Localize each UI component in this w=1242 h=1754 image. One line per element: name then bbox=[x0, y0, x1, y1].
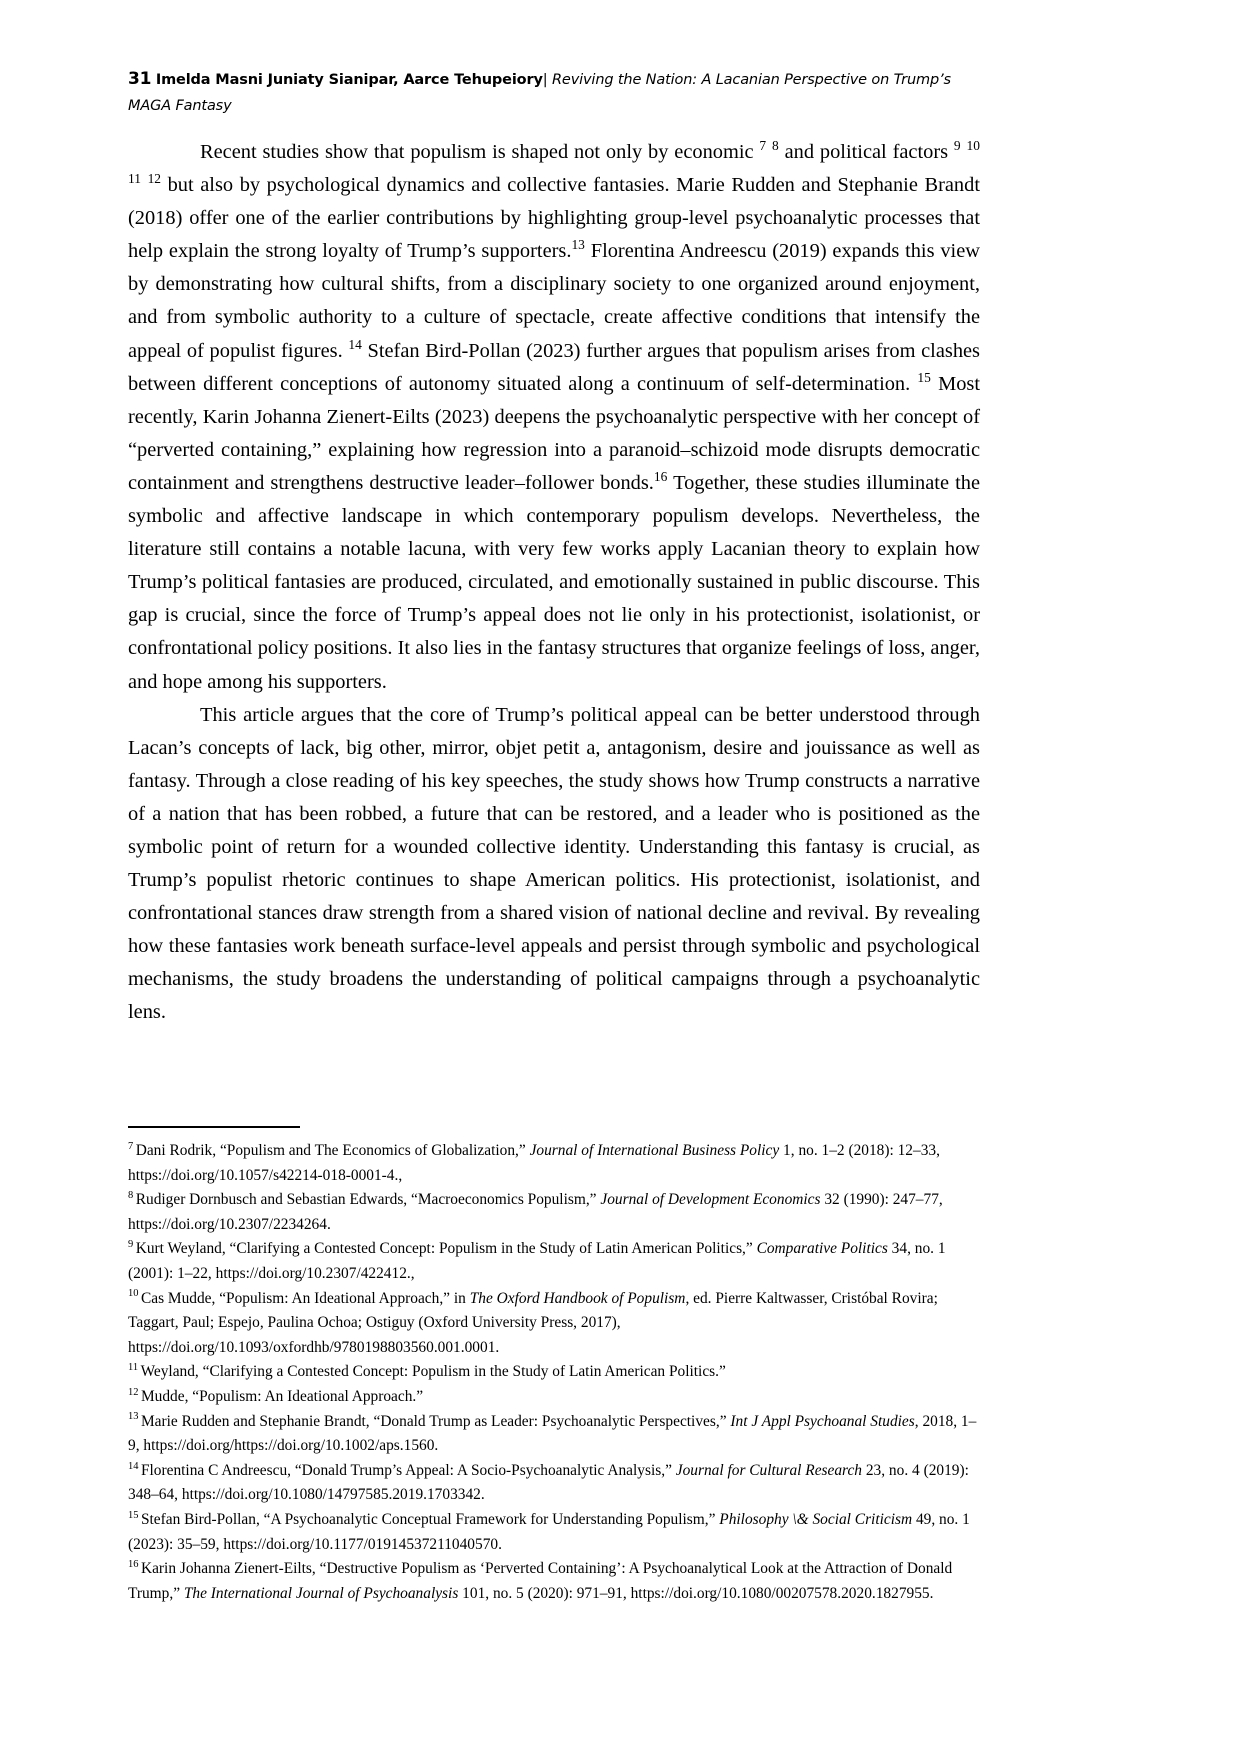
footnote-text: Mudde, “Populism: An Ideational Approach.” bbox=[140, 1387, 424, 1405]
footnote-entry-7 bbox=[128, 1139, 980, 1188]
footnote-entry-10 bbox=[128, 1287, 980, 1361]
footnote-entry-9 bbox=[128, 1237, 980, 1286]
running-head-authors: Imelda Masni Juniaty Sianipar, Aarce Tehupeiory bbox=[155, 72, 543, 88]
footnote-text: Florentina C Andreescu, “Donald Trump’s Appeal: A Socio-Psychoanalytic Analysis,” bbox=[140, 1461, 676, 1479]
footnote-text: Marie Rudden and Stephanie Brandt, “Donald Trump as Leader: Psychoanalytic Perspectives,” bbox=[140, 1412, 731, 1430]
paragraph-literature-review bbox=[128, 136, 980, 699]
footnote-text: Rudiger Dornbusch and Sebastian Edwards, “Macroeconomics Populism,” bbox=[135, 1191, 601, 1209]
par1-seg7: but also by psychological dynamics and collective fantasies. Marie Rudden and Stephanie Brandt (2018) offer one of the earlier contributions by highlighting group-level psychoanalytic processes that help explain the strong loyalty of Trump’s supporters. bbox=[128, 174, 980, 263]
footnote-text: 32 (1990): 247–77, https://doi.org/10.2307/2234264. bbox=[128, 1191, 943, 1233]
footnote-source-title: Int J Appl Psychoanal Studies bbox=[730, 1412, 915, 1430]
footnote-ref-14[interactable]: 14 bbox=[348, 336, 362, 352]
footnote-ref-11[interactable]: 11 bbox=[128, 171, 141, 187]
footnote-ref-15[interactable]: 15 bbox=[917, 369, 931, 385]
par1-seg9: Stefan Bird-Pollan (2023) further argues that populism arises from clashes between different conceptions of autonomy situated along a continuum of self-determination. bbox=[128, 339, 980, 395]
par1-seg11: Together, these studies illuminate the symbolic and affective landscape in which contemporary populism develops. Nevertheless, the literature still contains a notable lacuna, with very few works apply Lacanian theory to explain how Trump’s political fantasies are produced, circulated, and emotionally sustained in public discourse. This gap is crucial, since the force of Trump’s appeal does not lie only in his protectionist, isolationist, or confrontational policy positions. It also lies in the fantasy structures that organize feelings of loss, anger, and hope among his supporters. bbox=[128, 471, 980, 693]
footnote-text: Karin Johanna Zienert-Eilts, “Destructive Populism as ‘Perverted Containing’: A Psychoanalytical Look at the Attraction of Donald Trump,” bbox=[128, 1560, 953, 1602]
footnote-separator-rule bbox=[128, 1126, 300, 1128]
footnote-entry-11 bbox=[128, 1360, 980, 1385]
footnote-number-14: 14 bbox=[128, 1460, 139, 1472]
footnote-number-10: 10 bbox=[128, 1288, 139, 1300]
footnote-source-title: The International Journal of Psychoanalysis bbox=[183, 1584, 459, 1602]
par1-seg3: and political factors bbox=[778, 141, 954, 163]
footnote-ref-12[interactable]: 12 bbox=[147, 171, 162, 187]
footnote-number-9: 9 bbox=[128, 1239, 134, 1251]
footnote-source-title: Journal of Development Economics bbox=[600, 1191, 821, 1209]
par1-seg1: Recent studies show that populism is shaped not only by economic bbox=[200, 141, 760, 163]
footnote-entry-14 bbox=[128, 1459, 980, 1508]
footnote-text: 101, no. 5 (2020): 971–91, https://doi.org/10.1080/00207578.2020.1827955. bbox=[458, 1584, 934, 1602]
footnote-number-15: 15 bbox=[128, 1509, 139, 1521]
footnote-number-13: 13 bbox=[128, 1411, 139, 1423]
footnote-text: , ed. Pierre Kaltwasser, Cristóbal Rovira; Taggart, Paul; Espejo, Paulina Ochoa; Ostiguy (Oxford University Press, 2017), https://doi.org/10.1093/oxfordhb/9780198803560.001.0001. bbox=[128, 1289, 938, 1356]
footnote-text: Cas Mudde, “Populism: An Ideational Approach,” in bbox=[140, 1289, 470, 1307]
footnote-text: Stefan Bird-Pollan, “A Psychoanalytic Conceptual Framework for Understanding Populism,” bbox=[140, 1510, 720, 1528]
running-head-separator: | bbox=[542, 72, 548, 88]
footnote-ref-10[interactable]: 10 bbox=[966, 138, 980, 154]
footnote-text: Weyland, “Clarifying a Contested Concept: Populism in the Study of Latin American Politics.” bbox=[140, 1363, 726, 1381]
footnote-ref-16[interactable]: 16 bbox=[653, 469, 668, 485]
footnote-entry-8 bbox=[128, 1188, 980, 1237]
footnote-source-title: Journal for Cultural Research bbox=[675, 1461, 862, 1479]
footnote-source-title: Comparative Politics bbox=[756, 1240, 888, 1258]
footnote-text: 49, no. 1 (2023): 35–59, https://doi.org/10.1177/01914537211040570. bbox=[128, 1510, 970, 1553]
footnote-list bbox=[128, 1139, 980, 1606]
footnote-ref-7[interactable]: 7 bbox=[759, 138, 767, 154]
footnote-number-11: 11 bbox=[128, 1362, 139, 1374]
footnote-text: Dani Rodrik, “Populism and The Economics of Globalization,” bbox=[135, 1142, 530, 1159]
footnote-entry-13 bbox=[128, 1410, 980, 1459]
par1-seg10: Most recently, Karin Johanna Zienert-Eilts (2023) deepens the psychoanalytic perspective with her concept of “perverted containing,” explaining how regression into a paranoid–schizoid mode disrupts democratic containment and strengthens destructive leader–follower bonds. bbox=[128, 372, 980, 494]
running-head bbox=[128, 66, 983, 119]
running-head-article-title: Reviving the Nation: A Lacanian Perspective on Trump’s MAGA Fantasy bbox=[128, 72, 951, 114]
footnote-ref-8[interactable]: 8 bbox=[772, 138, 779, 154]
par1-seg6 bbox=[141, 174, 148, 196]
footnote-number-12: 12 bbox=[128, 1386, 139, 1398]
body-text-block bbox=[128, 136, 980, 1030]
footnote-entry-16 bbox=[128, 1557, 980, 1606]
footnote-entry-12 bbox=[128, 1385, 980, 1410]
footnote-source-title: Journal of International Business Policy bbox=[529, 1142, 780, 1159]
footnote-source-title: Philosophy \& Social Criticism bbox=[719, 1510, 913, 1528]
footnote-entry-15 bbox=[128, 1508, 980, 1557]
paragraph-article-argument: This article argues that the core of Trump’s political appeal can be better understood through Lacan’s concepts of lack, big other, mirror, objet petit a, antagonism, desire and jouissance as well as fantasy. Through a close reading of his key speeches, the study shows how Trump constructs a narrative of a nation that has been robbed, a future that can be restored, and a leader who is positioned as the symbolic point of return for a wounded collective identity. Understanding this fantasy is crucial, as Trump’s populist rhetoric continues to shape American politics. His protectionist, isolationist, and confrontational stances draw strength from a shared vision of national decline and revival. By revealing how these fantasies work beneath surface-level appeals and persist through symbolic and psychological mechanisms, the study broadens the understanding of political campaigns through a psychoanalytic lens. bbox=[128, 703, 980, 1024]
par1-seg8: Florentina Andreescu (2019) expands this view by demonstrating how cultural shifts, from a disciplinary society to one organized around enjoyment, and from symbolic authority to a culture of spectacle, create affective conditions that intensify the appeal of populist figures. bbox=[128, 240, 980, 362]
page-number: 31 bbox=[128, 69, 152, 89]
footnote-ref-13[interactable]: 13 bbox=[571, 237, 585, 253]
footnote-number-8: 8 bbox=[128, 1190, 134, 1202]
footnote-area bbox=[128, 1126, 980, 1606]
footnote-text: 1, no. 1–2 (2018): 12–33, https://doi.org/10.1057/s42214-018-0001-4., bbox=[128, 1142, 940, 1184]
footnote-number-7: 7 bbox=[128, 1140, 134, 1152]
footnote-text: 34, no. 1 (2001): 1–22, https://doi.org/10.2307/422412., bbox=[128, 1240, 946, 1282]
footnote-source-title: The Oxford Handbook of Populism bbox=[469, 1289, 686, 1307]
footnote-text: 23, no. 4 (2019): 348–64, https://doi.org/10.1080/14797585.2019.1703342. bbox=[128, 1461, 969, 1504]
footnote-number-16: 16 bbox=[128, 1558, 139, 1570]
footnote-ref-9[interactable]: 9 bbox=[953, 138, 961, 154]
footnote-text: , 2018, 1–9, https://doi.org/https://doi.org/10.1002/aps.1560. bbox=[128, 1412, 977, 1455]
footnote-text: Kurt Weyland, “Clarifying a Contested Concept: Populism in the Study of Latin American Politics,” bbox=[135, 1240, 757, 1258]
